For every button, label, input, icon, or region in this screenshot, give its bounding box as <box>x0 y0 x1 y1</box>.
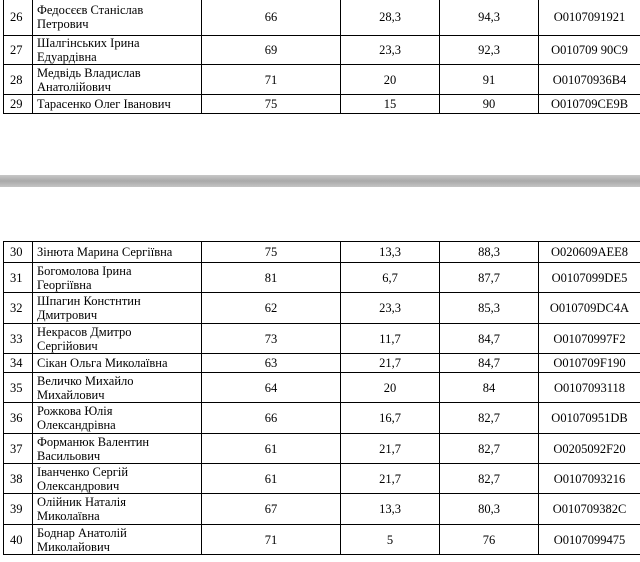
name-line-2: Сергійович <box>37 338 98 353</box>
table-row <box>4 373 640 403</box>
name-line-1: Зінюта Марина Сергіївна <box>37 245 173 259</box>
table-row <box>4 263 640 293</box>
score-2: 5 <box>341 525 440 555</box>
name-line-1: Боднар Анатолій <box>37 525 127 540</box>
table-row <box>4 65 640 95</box>
table-row <box>4 494 640 525</box>
score-1: 64 <box>202 373 341 403</box>
score-1: 81 <box>202 263 341 293</box>
total-score: 82,7 <box>440 464 539 494</box>
row-number: 38 <box>4 464 33 494</box>
row-number: 26 <box>4 0 33 36</box>
row-number: 34 <box>4 354 33 373</box>
student-name <box>33 263 202 293</box>
table-row <box>4 525 640 555</box>
total-score: 82,7 <box>440 403 539 434</box>
document-code: О010709F190 <box>539 354 640 373</box>
table-row <box>4 293 640 324</box>
student-name <box>33 464 202 494</box>
score-2: 21,7 <box>341 434 440 464</box>
score-1: 73 <box>202 324 341 354</box>
row-number: 39 <box>4 494 33 525</box>
name-line-2: Михайлович <box>37 387 105 402</box>
document-code: О01070951DB <box>539 403 640 434</box>
table-row <box>4 242 640 263</box>
student-name <box>33 403 202 434</box>
row-number: 32 <box>4 293 33 324</box>
score-2: 21,7 <box>341 464 440 494</box>
row-number: 37 <box>4 434 33 464</box>
table-row <box>4 464 640 494</box>
table-row <box>4 403 640 434</box>
row-number: 36 <box>4 403 33 434</box>
row-number: 31 <box>4 263 33 293</box>
name-line-1: Богомолова Ірина <box>37 263 132 278</box>
name-line-2: Миколаївна <box>37 509 100 523</box>
table-row <box>4 354 640 373</box>
total-score: 76 <box>440 525 539 555</box>
score-2: 6,7 <box>341 263 440 293</box>
total-score: 82,7 <box>440 434 539 464</box>
document-code: О01070997F2 <box>539 324 640 354</box>
score-2: 23,3 <box>341 36 440 65</box>
row-number: 30 <box>4 242 33 263</box>
score-2: 28,3 <box>341 0 440 36</box>
score-1: 61 <box>202 434 341 464</box>
score-1: 63 <box>202 354 341 373</box>
total-score: 80,3 <box>440 494 539 525</box>
document-code: О0107093216 <box>539 464 640 494</box>
results-table-top <box>3 0 640 114</box>
student-name <box>33 36 202 65</box>
table-row <box>4 434 640 464</box>
student-name <box>33 525 202 555</box>
total-score: 92,3 <box>440 36 539 65</box>
name-line-1: Олійник Наталія <box>37 495 126 509</box>
score-1: 75 <box>202 95 341 114</box>
score-1: 66 <box>202 403 341 434</box>
name-line-1: Величко Михайло <box>37 373 134 388</box>
student-name <box>33 373 202 403</box>
student-name <box>33 0 202 36</box>
row-number: 40 <box>4 525 33 555</box>
document-code: О010709DC4A <box>539 293 640 324</box>
total-score: 84,7 <box>440 354 539 373</box>
document-code: О010709382С <box>539 494 640 525</box>
total-score: 91 <box>440 65 539 95</box>
score-1: 75 <box>202 242 341 263</box>
name-line-1: Медвідь Владислав <box>37 65 141 80</box>
score-2: 15 <box>341 95 440 114</box>
page-break-divider <box>0 175 640 187</box>
name-line-2: Миколайович <box>37 539 110 554</box>
student-name <box>33 95 202 114</box>
name-line-2: Георгіївна <box>37 277 92 292</box>
document-code: О010709СЕ9В <box>539 95 640 114</box>
total-score: 90 <box>440 95 539 114</box>
name-line-1: Шпагин Констнтин <box>37 294 141 308</box>
total-score: 88,3 <box>440 242 539 263</box>
student-name <box>33 293 202 324</box>
row-number: 33 <box>4 324 33 354</box>
name-line-1: Форманюк Валентин <box>37 434 150 449</box>
row-number: 28 <box>4 65 33 95</box>
document-code: О0107091921 <box>539 0 640 36</box>
table-row <box>4 0 640 36</box>
student-name <box>33 242 202 263</box>
student-name <box>33 434 202 464</box>
total-score: 84,7 <box>440 324 539 354</box>
name-line-1: Федосєєв Станіслав <box>37 3 144 17</box>
score-2: 23,3 <box>341 293 440 324</box>
score-2: 11,7 <box>341 324 440 354</box>
document-code: О020609АЕЕ8 <box>539 242 640 263</box>
score-1: 69 <box>202 36 341 65</box>
name-line-1: Шалгінських Ірина <box>37 36 140 50</box>
document-code: О0205092F20 <box>539 434 640 464</box>
name-line-2: Петрович <box>37 17 89 31</box>
document-code: О0107099DE5 <box>539 263 640 293</box>
score-2: 13,3 <box>341 242 440 263</box>
document-code: О010709 90С9 <box>539 36 640 65</box>
score-1: 61 <box>202 464 341 494</box>
row-number: 27 <box>4 36 33 65</box>
results-table-bottom <box>3 241 640 555</box>
name-line-2: Васильович <box>37 448 101 463</box>
student-name <box>33 324 202 354</box>
name-line-1: Тарасенко Олег Іванович <box>37 97 171 111</box>
student-name <box>33 494 202 525</box>
name-line-1: Іванченко Сергій <box>37 464 129 479</box>
document-code: О0107099475 <box>539 525 640 555</box>
score-2: 13,3 <box>341 494 440 525</box>
name-line-1: Рожкова Юлія <box>37 404 113 418</box>
name-line-2: Олександрівна <box>37 418 116 432</box>
table-row <box>4 324 640 354</box>
score-2: 16,7 <box>341 403 440 434</box>
name-line-2: Анатолійович <box>37 79 111 94</box>
score-1: 71 <box>202 65 341 95</box>
document-code: О01070936В4 <box>539 65 640 95</box>
table-row <box>4 36 640 65</box>
name-line-2: Олександрович <box>37 478 120 493</box>
student-name <box>33 65 202 95</box>
document-code: О0107093118 <box>539 373 640 403</box>
score-2: 20 <box>341 65 440 95</box>
name-line-2: Дмитрович <box>37 308 98 322</box>
student-name <box>33 354 202 373</box>
score-1: 62 <box>202 293 341 324</box>
name-line-1: Сікан Ольга Миколаївна <box>37 356 168 370</box>
name-line-2: Едуардівна <box>37 50 97 64</box>
table-row <box>4 95 640 114</box>
score-2: 21,7 <box>341 354 440 373</box>
score-1: 66 <box>202 0 341 36</box>
name-line-1: Некрасов Дмитро <box>37 324 132 339</box>
row-number: 29 <box>4 95 33 114</box>
row-number: 35 <box>4 373 33 403</box>
total-score: 94,3 <box>440 0 539 36</box>
total-score: 84 <box>440 373 539 403</box>
total-score: 87,7 <box>440 263 539 293</box>
score-1: 71 <box>202 525 341 555</box>
score-1: 67 <box>202 494 341 525</box>
score-2: 20 <box>341 373 440 403</box>
total-score: 85,3 <box>440 293 539 324</box>
